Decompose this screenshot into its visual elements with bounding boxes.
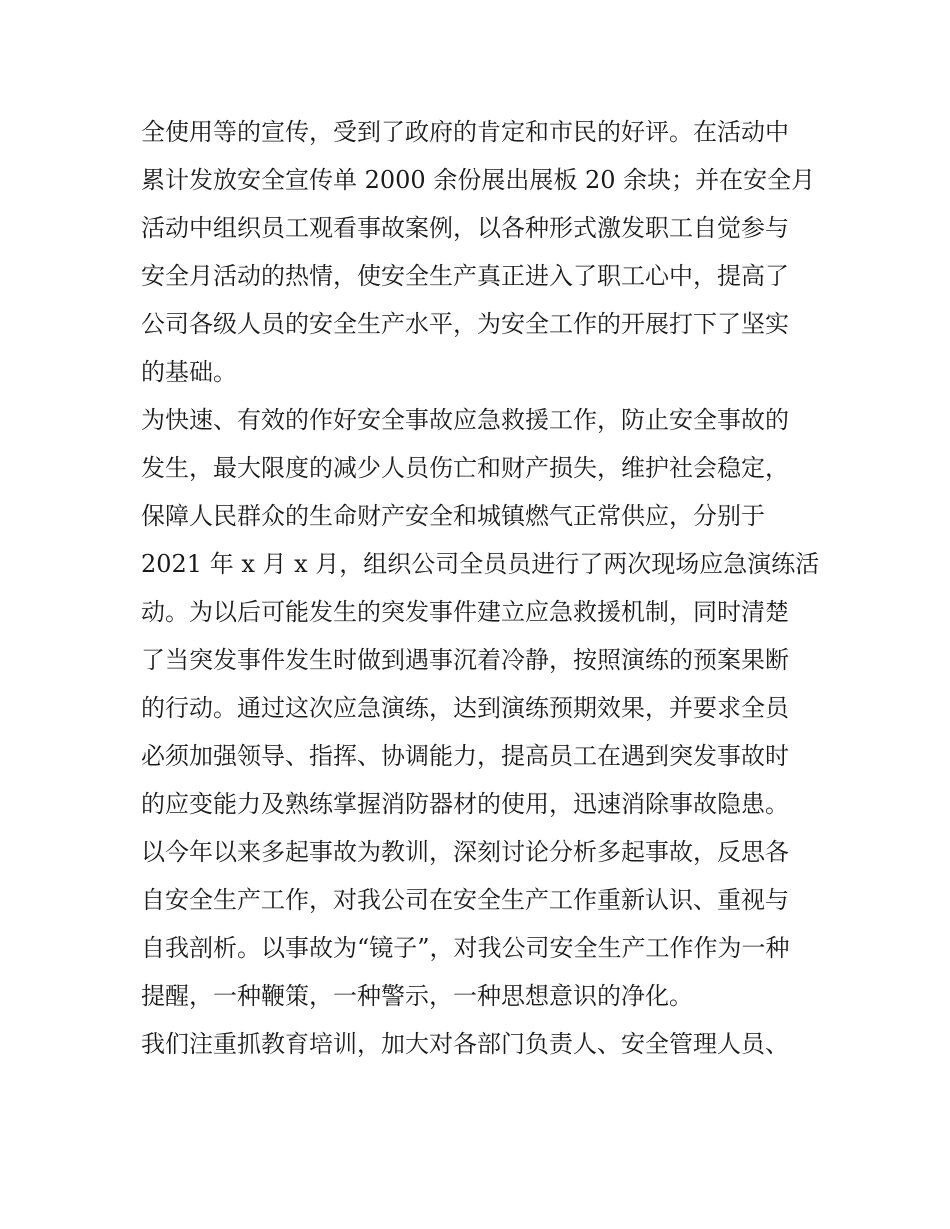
text-line: 提醒，一种鞭策，一种警示，一种思想意识的净化。 [141,982,693,1010]
text-line: 安全月活动的热情，使安全生产真正进入了职工心中，提高了 [141,262,789,290]
text-line: 必须加强领导、指挥、协调能力，提高员工在遇到突发事故时 [141,742,789,770]
body-text [141,108,820,1068]
text-line: 全使用等的宣传，受到了政府的肯定和市民的好评。在活动中 [141,118,789,146]
text-line: 我们注重抓教育培训，加大对各部门负责人、安全管理人员、 [141,1030,789,1058]
text-line: 以今年以来多起事故为教训，深刻讨论分析多起事故，反思各 [141,838,789,866]
text-line: 公司各级人员的安全生产水平，为安全工作的开展打下了坚实 [141,310,789,338]
text-line: 的应变能力及熟练掌握消防器材的使用，迅速消除事故隐患。 [141,790,789,818]
paragraph-safety-month [141,108,816,396]
paragraph-training [141,1020,813,1068]
text-line: 为快速、有效的作好安全事故应急救援工作，防止安全事故的 [141,406,789,434]
text-line: 动。为以后可能发生的突发事件建立应急救援机制，同时清楚 [141,598,789,626]
text-line: 活动中组织员工观看事故案例，以各种形式激发职工自觉参与 [141,214,789,242]
text-line: 的基础。 [141,358,237,386]
text-line: 保障人民群众的生命财产安全和城镇燃气正常供应，分别于 [141,502,765,530]
paragraph-accident-lessons [141,828,813,1020]
text-line: 发生，最大限度的减少人员伤亡和财产损失，维护社会稳定， [141,454,789,482]
paragraph-emergency-drill [141,396,820,828]
text-line: 自安全生产工作，对我公司在安全生产工作重新认识、重视与 [141,886,789,914]
text-line: 的行动。通过这次应急演练，达到演练预期效果，并要求全员 [141,694,789,722]
text-line: 累计发放安全宣传单 2000 余份展出展板 20 余块；并在安全月 [141,166,816,194]
text-line: 自我剖析。以事故为“镜子”，对我公司安全生产工作作为一种 [141,934,790,962]
text-line: 2021 年 x 月 x 月，组织公司全员员进行了两次现场应急演练活 [141,550,820,578]
text-line: 了当突发事件发生时做到遇事沉着冷静，按照演练的预案果断 [141,646,789,674]
